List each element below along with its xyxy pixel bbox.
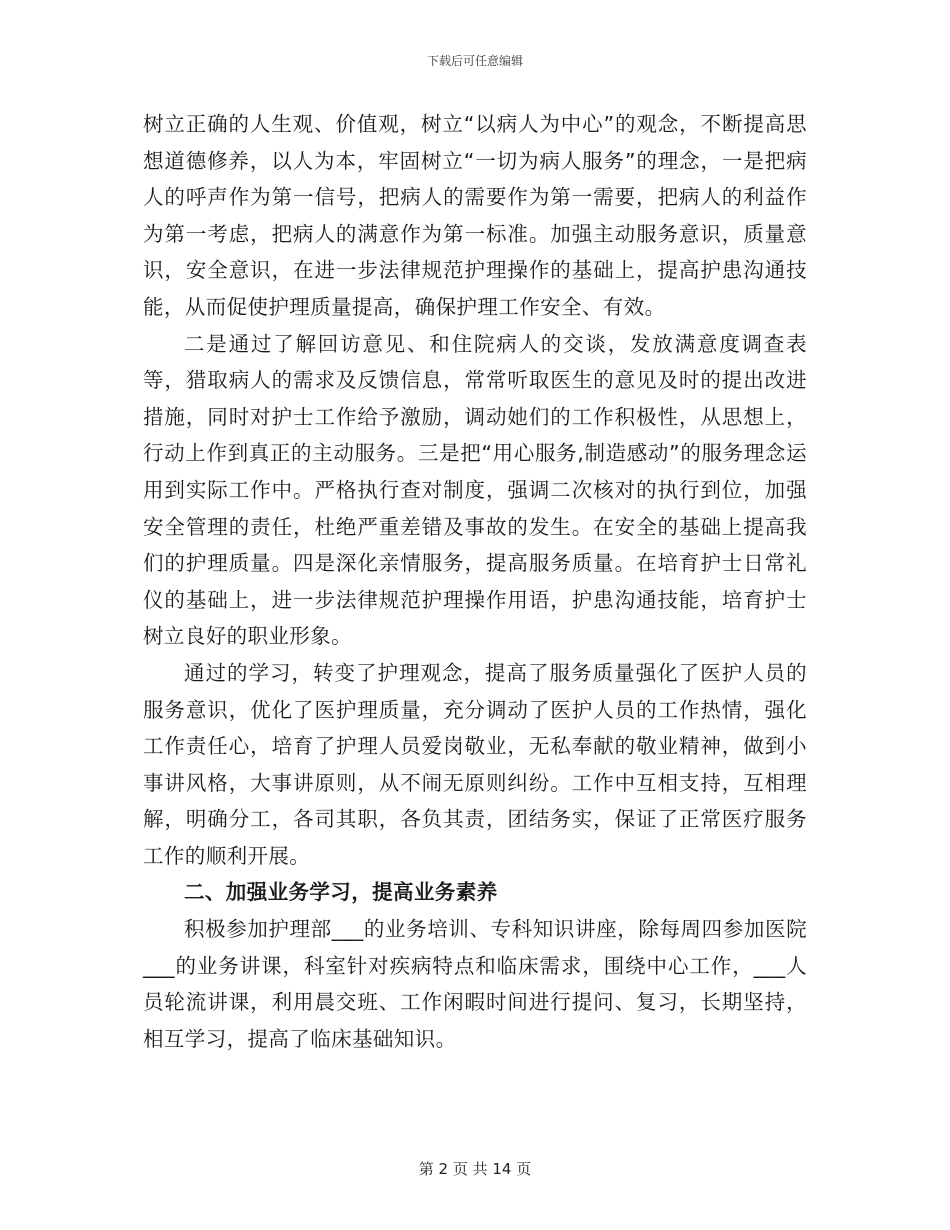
paragraph-2: 二是通过了解回访意见、和住院病人的交谈，发放满意度调查表等，猎取病人的需求及反馈信息，常常听取医生的意见及时的提出改进措施，同时对护士工作给予激励，调动她们的工作积极性，从思想上，行动上作到真正的主动服务。三是把“用心服务,制造感动”的服务理念运用到实际工作中。严格执行查对制度，强调二次核对的执行到位，加强安全管理的责任，杜绝严重差错及事故的发生。在安全的基础上提高我们的护理质量。四是深化亲情服务，提高服务质量。在培育护士日常礼仪的基础上，进一步法律规范护理操作用语，护患沟通技能，培育护士树立良好的职业形象。 bbox=[143, 331, 807, 649]
paragraph-4: 积极参加护理部___的业务培训、专科知识讲座，除每周四参加医院___的业务讲课，科室针对疾病特点和临床需求，围绕中心工作，___人员轮流讲课，利用晨交班、工作闲暇时间进行提问、复习，长期坚持，相互学习，提高了临床基础知识。 bbox=[143, 917, 807, 1051]
document-body bbox=[143, 106, 807, 1057]
page-number: 第 2 页 共 14 页 bbox=[418, 1160, 532, 1178]
section-heading: 二、加强业务学习，提高业务素养 bbox=[184, 880, 498, 905]
paragraph-3: 通过的学习，转变了护理观念，提高了服务质量强化了医护人员的服务意识，优化了医护理质量，充分调动了医护人员的工作热情，强化工作责任心，培育了护理人员爱岗敬业，无私奉献的敬业精神，做到小事讲风格，大事讲原则，从不闹无原则纠纷。工作中互相支持，互相理解，明确分工，各司其职，各负其责，团结务实，保证了正常医疗服务工作的顺利开展。 bbox=[143, 660, 807, 868]
paragraph-1: 树立正确的人生观、价值观，树立“以病人为中心”的观念，不断提高思想道德修养，以人为本，牢固树立“一切为病人服务”的理念，一是把病人的呼声作为第一信号，把病人的需要作为第一需要，把病人的利益作为第一考虑，把病人的满意作为第一标准。加强主动服务意识，质量意识，安全意识，在进一步法律规范护理操作的基础上，提高护患沟通技能，从而促使护理质量提高，确保护理工作安全、有效。 bbox=[143, 112, 807, 319]
page-header: 下载后可任意编辑 bbox=[426, 54, 523, 68]
